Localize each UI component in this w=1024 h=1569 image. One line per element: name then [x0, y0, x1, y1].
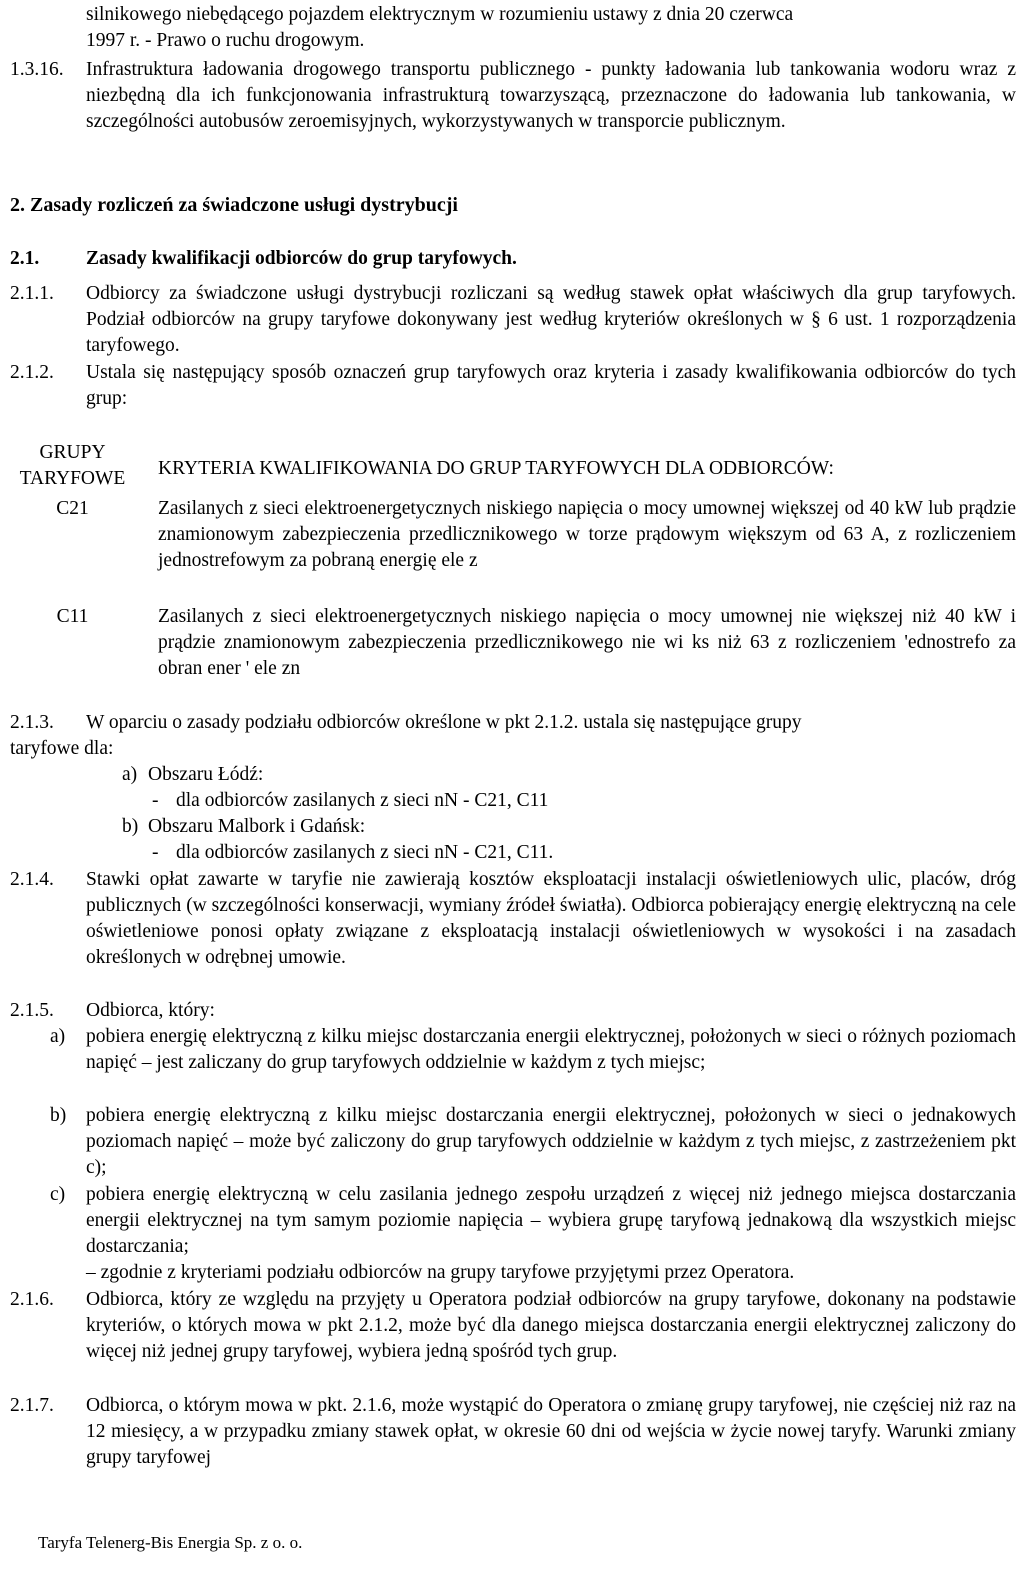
paragraph-number: 2.1.4. — [10, 869, 54, 890]
list-label: a) — [50, 1026, 66, 1047]
paragraph-number: 2.1.2. — [10, 362, 54, 383]
paragraph-2-1-4: Stawki opłat zawarte w taryfie nie zawierają kosztów eksploatacji instalacji oświetleniowych ulic, placów, dróg publicznych (w szczególności konserwacji, wymiany źródeł światła). Odbiorca pobierający energię elektryczną na cele oświetleniowe ponosi opłaty związane z eksploatacją instalacji oświetleniowych w wysokości i na zasadach określonych w odrębnej umowie. — [86, 869, 1016, 968]
table-header-criteria: KRYTERIA KWALIFIKOWANIA DO GRUP TARYFOWYCH DLA ODBIORCÓW: — [158, 458, 834, 479]
intro-line-2: 1997 r. - Prawo o ruchu drogowym. — [86, 30, 365, 51]
area-title-malbork-gdansk: Obszaru Malbork i Gdańsk: — [148, 816, 366, 837]
list-item: dla odbiorców zasilanych z sieci nN - C21, C11 — [176, 790, 549, 811]
table-header-groups-line2: TARYFOWE — [19, 468, 126, 489]
paragraph-2-1-7: Odbiorca, o którym mowa w pkt. 2.1.6, może wystąpić do Operatora o zmianę grupy taryfowej, nie częściej niż raz na 12 miesięcy, a w przypadku zmiany stawek opłat, w okresie 60 dni od wejścia w życie nowej taryfy. Warunki zmiany grupy taryfowej — [86, 1395, 1016, 1468]
table-header-groups — [10, 440, 135, 492]
paragraph-1-3-16: Infrastruktura ładowania drogowego transportu publicznego - punkty ładowania lub tankowania wodoru wraz z niezbędną dla ich funkcjonowania infrastrukturą towarzyszącą, przeznaczone do ładowania lub tankowania, w szczególności autobusów zeroemisyjnych, wykorzystywanych w transporcie publicznym. — [86, 59, 1016, 132]
table-row-group: C21 — [56, 498, 89, 519]
list-label: b) — [122, 816, 139, 837]
page-footer: Taryfa Telenerg-Bis Energia Sp. z o. o. — [38, 1533, 303, 1552]
list-item: pobiera energię elektryczną z kilku miejsc dostarczania energii elektrycznej, położonych w sieci o jednakowych poziomach napięć – może być zaliczony do grup taryfowych oddzielnie w każdym z tych miejsc, z zastrzeżeniem pkt c); — [86, 1105, 1016, 1178]
list-item: pobiera energię elektryczną w celu zasilania jednego zespołu urządzeń z więcej niż jednego miejsca dostarczania energii elektrycznej na tym samym poziomie napięcia – wybiera grupę taryfową jednakową dla wszystkich miejsc dostarczania; — [86, 1184, 1016, 1257]
list-label: a) — [122, 764, 138, 785]
intro-line-1: silnikowego niebędącego pojazdem elektrycznym w rozumieniu ustawy z dnia 20 czerwca — [86, 4, 794, 25]
paragraph-2-1-5-trailer: – zgodnie z kryteriami podziału odbiorców na grupy taryfowe przyjętymi przez Operatora. — [86, 1262, 795, 1283]
paragraph-2-1-3-line1: W oparciu o zasady podziału odbiorców określone w pkt 2.1.2. ustala się następujące grupy — [86, 712, 802, 733]
table-row-criteria: Zasilanych z sieci elektroenergetycznych niskiego napięcia o mocy umownej większej od 40 kW lub prądzie znamionowym zabezpieczenia przedlicznikowego w torze prądowym większym od 63 A, z rozliczeniem jednostrefowym za pobraną energię ele z — [158, 498, 1016, 571]
paragraph-2-1-2: Ustala się następujący sposób oznaczeń grup taryfowych oraz kryteria i zasady kwalifikowania odbiorców do tych grup: — [86, 362, 1016, 409]
paragraph-number: 2.1.6. — [10, 1289, 54, 1310]
list-item: dla odbiorców zasilanych z sieci nN - C21, C11. — [176, 842, 554, 863]
subsection-number: 2.1. — [10, 248, 40, 269]
paragraph-2-1-1: Odbiorcy za świadczone usługi dystrybucji rozliczani są według stawek opłat właściwych dla grup taryfowych. Podział odbiorców na grupy taryfowe dokonywany jest według kryteriów określonych w § 6 ust. 1 rozporządzenia taryfowego. — [86, 283, 1016, 356]
paragraph-number: 2.1.7. — [10, 1395, 54, 1416]
paragraph-number: 1.3.16. — [10, 59, 64, 80]
table-row-criteria: Zasilanych z sieci elektroenergetycznych niskiego napięcia o mocy umownej nie większej niż 40 kW i prądzie znamionowym zabezpieczenia przedlicznikowego nie wi ks niż 63 z rozliczeniem 'ednostrefo za obran ener ' ele zn — [158, 606, 1016, 679]
paragraph-number: 2.1.1. — [10, 283, 54, 304]
paragraph-2-1-5-title: Odbiorca, który: — [86, 1000, 215, 1021]
paragraph-2-1-6: Odbiorca, który ze względu na przyjęty u Operatora podział odbiorców na grupy taryfowe, dokonany na podstawie kryteriów, o których mowa w pkt 2.1.2, może być dla danego miejsca dostarczania energii elektrycznej zaliczony do więcej niż jednej grupy taryfowej, wybiera jedną spośród tych grup. — [86, 1289, 1016, 1362]
paragraph-number: 2.1.5. — [10, 1000, 54, 1021]
table-header-groups-line1: GRUPY — [39, 442, 106, 463]
subsection-title: Zasady kwalifikacji odbiorców do grup taryfowych. — [86, 248, 517, 269]
paragraph-number: 2.1.3. — [10, 712, 54, 733]
list-label: c) — [50, 1184, 66, 1205]
table-row-group: C11 — [56, 606, 89, 627]
paragraph-2-1-3-line2: taryfowe dla: — [10, 738, 114, 759]
list-item: pobiera energię elektryczną z kilku miejsc dostarczania energii elektrycznej, położonych w sieci o różnych poziomach napięć – jest zaliczany do grup taryfowych oddzielnie w każdym z tych miejsc; — [86, 1026, 1016, 1073]
area-title-lodz: Obszaru Łódź: — [148, 764, 264, 785]
list-dash: - — [152, 790, 159, 811]
list-label: b) — [50, 1105, 67, 1126]
list-dash: - — [152, 842, 159, 863]
section-heading: 2. Zasady rozliczeń za świadczone usługi dystrybucji — [10, 194, 458, 216]
